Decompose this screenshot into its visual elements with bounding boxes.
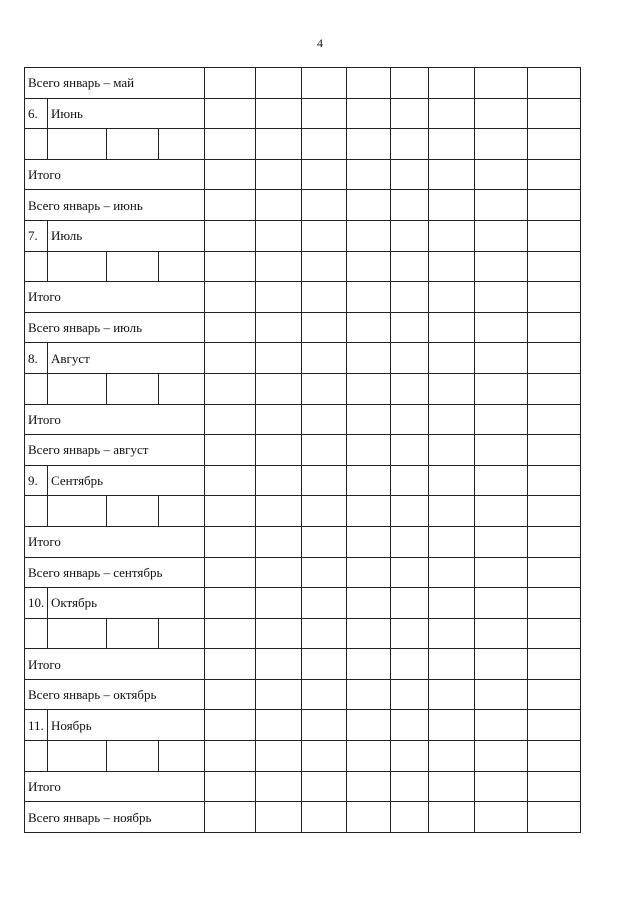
value-cell bbox=[528, 496, 581, 527]
value-cell bbox=[429, 373, 475, 404]
value-cell bbox=[528, 98, 581, 129]
value-cell bbox=[475, 373, 528, 404]
value-cell bbox=[391, 251, 429, 282]
value-cell bbox=[347, 343, 391, 374]
value-cell bbox=[205, 649, 256, 680]
value-cell bbox=[528, 710, 581, 741]
value-cell bbox=[256, 343, 302, 374]
entry-cell bbox=[107, 618, 159, 649]
table-row bbox=[25, 373, 581, 404]
value-cell bbox=[256, 802, 302, 833]
value-cell bbox=[205, 282, 256, 313]
value-cell bbox=[205, 771, 256, 802]
value-cell bbox=[391, 618, 429, 649]
table-row bbox=[25, 802, 581, 833]
table-row bbox=[25, 649, 581, 680]
value-cell bbox=[347, 802, 391, 833]
value-cell bbox=[475, 129, 528, 160]
value-cell bbox=[347, 741, 391, 772]
value-cell bbox=[302, 802, 347, 833]
entry-cell bbox=[107, 373, 159, 404]
value-cell bbox=[528, 312, 581, 343]
value-cell bbox=[429, 465, 475, 496]
value-cell bbox=[302, 190, 347, 221]
row-label: Итого bbox=[25, 771, 205, 802]
value-cell bbox=[256, 373, 302, 404]
row-label: Итого bbox=[25, 526, 205, 557]
value-cell bbox=[475, 343, 528, 374]
value-cell bbox=[302, 404, 347, 435]
value-cell bbox=[347, 251, 391, 282]
month-name: Август bbox=[48, 343, 205, 374]
value-cell bbox=[429, 220, 475, 251]
value-cell bbox=[475, 220, 528, 251]
table-row bbox=[25, 404, 581, 435]
value-cell bbox=[347, 373, 391, 404]
value-cell bbox=[205, 710, 256, 741]
value-cell bbox=[391, 159, 429, 190]
report-table bbox=[24, 67, 581, 833]
value-cell bbox=[429, 159, 475, 190]
value-cell bbox=[256, 404, 302, 435]
value-cell bbox=[528, 159, 581, 190]
value-cell bbox=[205, 526, 256, 557]
value-cell bbox=[528, 649, 581, 680]
value-cell bbox=[528, 282, 581, 313]
page-number: 4 bbox=[317, 36, 323, 50]
value-cell bbox=[391, 649, 429, 680]
table-row bbox=[25, 557, 581, 588]
table-row bbox=[25, 526, 581, 557]
value-cell bbox=[429, 618, 475, 649]
value-cell bbox=[391, 343, 429, 374]
value-cell bbox=[528, 343, 581, 374]
value-cell bbox=[205, 98, 256, 129]
entry-cell bbox=[25, 741, 48, 772]
value-cell bbox=[391, 435, 429, 466]
value-cell bbox=[391, 526, 429, 557]
value-cell bbox=[205, 802, 256, 833]
value-cell bbox=[302, 68, 347, 99]
table-row bbox=[25, 771, 581, 802]
value-cell bbox=[347, 220, 391, 251]
entry-cell bbox=[48, 618, 107, 649]
entry-cell bbox=[25, 496, 48, 527]
entry-cell bbox=[25, 618, 48, 649]
value-cell bbox=[302, 435, 347, 466]
value-cell bbox=[475, 190, 528, 221]
value-cell bbox=[205, 465, 256, 496]
value-cell bbox=[256, 98, 302, 129]
value-cell bbox=[391, 404, 429, 435]
table-row bbox=[25, 710, 581, 741]
row-label: Всего январь – май bbox=[25, 68, 205, 99]
value-cell bbox=[475, 251, 528, 282]
value-cell bbox=[475, 618, 528, 649]
value-cell bbox=[205, 741, 256, 772]
month-name: Октябрь bbox=[48, 588, 205, 619]
value-cell bbox=[302, 312, 347, 343]
value-cell bbox=[347, 710, 391, 741]
value-cell bbox=[475, 588, 528, 619]
value-cell bbox=[347, 190, 391, 221]
value-cell bbox=[429, 771, 475, 802]
table-row bbox=[25, 98, 581, 129]
value-cell bbox=[302, 741, 347, 772]
value-cell bbox=[528, 465, 581, 496]
value-cell bbox=[256, 618, 302, 649]
entry-cell bbox=[159, 129, 205, 160]
entry-cell bbox=[107, 251, 159, 282]
value-cell bbox=[256, 435, 302, 466]
value-cell bbox=[391, 190, 429, 221]
table-row bbox=[25, 312, 581, 343]
value-cell bbox=[391, 373, 429, 404]
value-cell bbox=[528, 404, 581, 435]
value-cell bbox=[256, 557, 302, 588]
value-cell bbox=[205, 343, 256, 374]
month-name: Июль bbox=[48, 220, 205, 251]
value-cell bbox=[528, 771, 581, 802]
table-row bbox=[25, 190, 581, 221]
value-cell bbox=[205, 312, 256, 343]
value-cell bbox=[256, 649, 302, 680]
value-cell bbox=[528, 618, 581, 649]
value-cell bbox=[475, 679, 528, 710]
value-cell bbox=[528, 588, 581, 619]
value-cell bbox=[391, 68, 429, 99]
value-cell bbox=[429, 710, 475, 741]
row-label: Всего январь – ноябрь bbox=[25, 802, 205, 833]
value-cell bbox=[302, 526, 347, 557]
value-cell bbox=[256, 465, 302, 496]
entry-cell bbox=[48, 741, 107, 772]
value-cell bbox=[475, 465, 528, 496]
month-number: 9. bbox=[25, 465, 48, 496]
value-cell bbox=[205, 129, 256, 160]
entry-cell bbox=[107, 496, 159, 527]
table-row bbox=[25, 618, 581, 649]
value-cell bbox=[429, 68, 475, 99]
month-name: Сентябрь bbox=[48, 465, 205, 496]
value-cell bbox=[429, 741, 475, 772]
value-cell bbox=[256, 588, 302, 619]
table-row bbox=[25, 741, 581, 772]
value-cell bbox=[205, 435, 256, 466]
value-cell bbox=[256, 251, 302, 282]
value-cell bbox=[429, 343, 475, 374]
value-cell bbox=[205, 557, 256, 588]
value-cell bbox=[256, 190, 302, 221]
value-cell bbox=[302, 465, 347, 496]
value-cell bbox=[205, 496, 256, 527]
month-number: 11. bbox=[25, 710, 48, 741]
value-cell bbox=[475, 435, 528, 466]
row-label: Итого bbox=[25, 649, 205, 680]
table-row bbox=[25, 159, 581, 190]
value-cell bbox=[528, 435, 581, 466]
value-cell bbox=[391, 802, 429, 833]
value-cell bbox=[475, 802, 528, 833]
value-cell bbox=[302, 496, 347, 527]
entry-cell bbox=[25, 373, 48, 404]
value-cell bbox=[528, 190, 581, 221]
value-cell bbox=[205, 588, 256, 619]
value-cell bbox=[391, 710, 429, 741]
value-cell bbox=[256, 771, 302, 802]
value-cell bbox=[528, 129, 581, 160]
value-cell bbox=[475, 771, 528, 802]
table-row bbox=[25, 282, 581, 313]
value-cell bbox=[347, 618, 391, 649]
month-number: 8. bbox=[25, 343, 48, 374]
value-cell bbox=[475, 526, 528, 557]
value-cell bbox=[347, 679, 391, 710]
value-cell bbox=[256, 312, 302, 343]
entry-cell bbox=[48, 251, 107, 282]
entry-cell bbox=[107, 129, 159, 160]
value-cell bbox=[475, 68, 528, 99]
entry-cell bbox=[48, 129, 107, 160]
value-cell bbox=[205, 373, 256, 404]
value-cell bbox=[302, 373, 347, 404]
value-cell bbox=[475, 98, 528, 129]
value-cell bbox=[302, 618, 347, 649]
value-cell bbox=[391, 496, 429, 527]
entry-cell bbox=[159, 251, 205, 282]
value-cell bbox=[391, 741, 429, 772]
value-cell bbox=[429, 557, 475, 588]
value-cell bbox=[528, 220, 581, 251]
value-cell bbox=[429, 312, 475, 343]
value-cell bbox=[302, 343, 347, 374]
value-cell bbox=[302, 159, 347, 190]
value-cell bbox=[205, 679, 256, 710]
value-cell bbox=[429, 129, 475, 160]
value-cell bbox=[429, 251, 475, 282]
entry-cell bbox=[25, 251, 48, 282]
month-name: Июнь bbox=[48, 98, 205, 129]
value-cell bbox=[429, 496, 475, 527]
value-cell bbox=[475, 741, 528, 772]
value-cell bbox=[347, 496, 391, 527]
value-cell bbox=[347, 312, 391, 343]
entry-cell bbox=[48, 496, 107, 527]
value-cell bbox=[429, 679, 475, 710]
value-cell bbox=[302, 251, 347, 282]
value-cell bbox=[391, 771, 429, 802]
value-cell bbox=[302, 710, 347, 741]
value-cell bbox=[302, 220, 347, 251]
month-number: 6. bbox=[25, 98, 48, 129]
value-cell bbox=[347, 557, 391, 588]
table-row bbox=[25, 588, 581, 619]
row-label: Всего январь – июнь bbox=[25, 190, 205, 221]
value-cell bbox=[528, 802, 581, 833]
value-cell bbox=[302, 557, 347, 588]
value-cell bbox=[391, 679, 429, 710]
value-cell bbox=[256, 68, 302, 99]
value-cell bbox=[391, 588, 429, 619]
value-cell bbox=[429, 435, 475, 466]
entry-cell bbox=[159, 496, 205, 527]
table-row bbox=[25, 435, 581, 466]
table-row bbox=[25, 68, 581, 99]
value-cell bbox=[347, 159, 391, 190]
value-cell bbox=[205, 404, 256, 435]
value-cell bbox=[528, 679, 581, 710]
value-cell bbox=[429, 190, 475, 221]
value-cell bbox=[205, 159, 256, 190]
value-cell bbox=[391, 465, 429, 496]
value-cell bbox=[429, 588, 475, 619]
value-cell bbox=[256, 159, 302, 190]
value-cell bbox=[528, 68, 581, 99]
value-cell bbox=[302, 588, 347, 619]
value-cell bbox=[302, 98, 347, 129]
value-cell bbox=[475, 557, 528, 588]
value-cell bbox=[528, 741, 581, 772]
value-cell bbox=[347, 404, 391, 435]
entry-cell bbox=[107, 741, 159, 772]
value-cell bbox=[475, 282, 528, 313]
value-cell bbox=[475, 312, 528, 343]
value-cell bbox=[347, 435, 391, 466]
value-cell bbox=[205, 68, 256, 99]
value-cell bbox=[347, 465, 391, 496]
value-cell bbox=[347, 588, 391, 619]
value-cell bbox=[429, 98, 475, 129]
value-cell bbox=[205, 618, 256, 649]
row-label: Всего январь – август bbox=[25, 435, 205, 466]
value-cell bbox=[347, 98, 391, 129]
table-row bbox=[25, 496, 581, 527]
value-cell bbox=[256, 282, 302, 313]
value-cell bbox=[475, 710, 528, 741]
value-cell bbox=[429, 282, 475, 313]
entry-cell bbox=[25, 129, 48, 160]
value-cell bbox=[302, 649, 347, 680]
value-cell bbox=[256, 526, 302, 557]
value-cell bbox=[429, 404, 475, 435]
value-cell bbox=[302, 771, 347, 802]
value-cell bbox=[205, 190, 256, 221]
value-cell bbox=[205, 220, 256, 251]
value-cell bbox=[391, 220, 429, 251]
value-cell bbox=[256, 220, 302, 251]
value-cell bbox=[347, 129, 391, 160]
row-label: Итого bbox=[25, 404, 205, 435]
value-cell bbox=[391, 98, 429, 129]
value-cell bbox=[347, 68, 391, 99]
table-row bbox=[25, 343, 581, 374]
entry-cell bbox=[159, 618, 205, 649]
value-cell bbox=[528, 557, 581, 588]
value-cell bbox=[429, 802, 475, 833]
value-cell bbox=[429, 526, 475, 557]
value-cell bbox=[256, 741, 302, 772]
row-label: Всего январь – сентябрь bbox=[25, 557, 205, 588]
value-cell bbox=[475, 649, 528, 680]
value-cell bbox=[347, 771, 391, 802]
row-label: Итого bbox=[25, 159, 205, 190]
entry-cell bbox=[159, 741, 205, 772]
value-cell bbox=[475, 496, 528, 527]
row-label: Всего январь – июль bbox=[25, 312, 205, 343]
month-number: 7. bbox=[25, 220, 48, 251]
entry-cell bbox=[159, 373, 205, 404]
value-cell bbox=[391, 282, 429, 313]
month-number: 10. bbox=[25, 588, 48, 619]
value-cell bbox=[475, 159, 528, 190]
value-cell bbox=[302, 679, 347, 710]
value-cell bbox=[205, 251, 256, 282]
table-row bbox=[25, 679, 581, 710]
value-cell bbox=[347, 282, 391, 313]
value-cell bbox=[256, 710, 302, 741]
row-label: Итого bbox=[25, 282, 205, 313]
value-cell bbox=[429, 649, 475, 680]
value-cell bbox=[391, 557, 429, 588]
row-label: Всего январь – октябрь bbox=[25, 679, 205, 710]
value-cell bbox=[475, 404, 528, 435]
table-row bbox=[25, 220, 581, 251]
value-cell bbox=[347, 649, 391, 680]
value-cell bbox=[391, 129, 429, 160]
value-cell bbox=[256, 129, 302, 160]
value-cell bbox=[256, 679, 302, 710]
entry-cell bbox=[48, 373, 107, 404]
value-cell bbox=[528, 526, 581, 557]
table-row bbox=[25, 251, 581, 282]
table-body bbox=[25, 68, 581, 833]
month-name: Ноябрь bbox=[48, 710, 205, 741]
value-cell bbox=[347, 526, 391, 557]
value-cell bbox=[528, 251, 581, 282]
value-cell bbox=[302, 129, 347, 160]
value-cell bbox=[528, 373, 581, 404]
value-cell bbox=[256, 496, 302, 527]
value-cell bbox=[391, 312, 429, 343]
value-cell bbox=[302, 282, 347, 313]
table-row bbox=[25, 129, 581, 160]
table-row bbox=[25, 465, 581, 496]
